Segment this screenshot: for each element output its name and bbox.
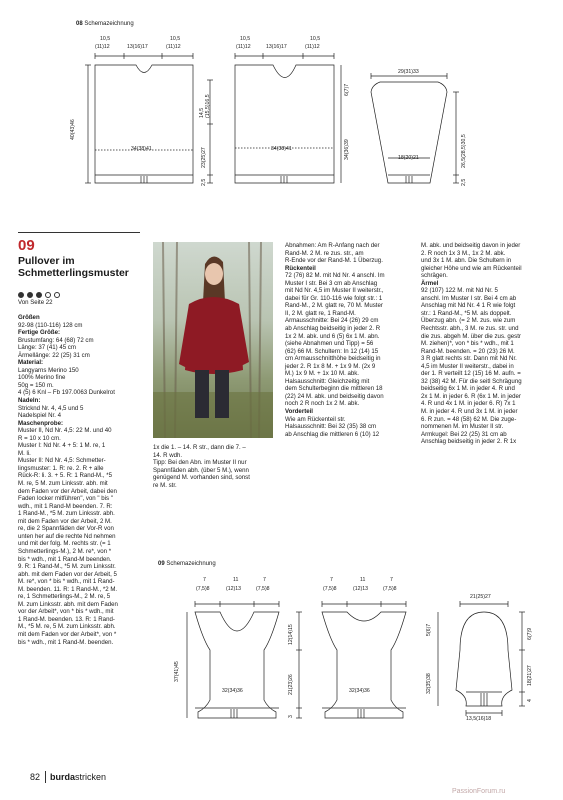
- schema-08-sleeve-side: 26,5(28,5)30,5: [461, 134, 467, 168]
- schema-09-sleeve-neck: 5(6)7: [426, 623, 432, 636]
- col3-line: M.) 1x 9 M. + 1x 10 M. abk.: [285, 370, 359, 378]
- col4-line: anschl. Im Muster I str. Bei 4 cm ab: [421, 294, 517, 302]
- schema-09-front-width: 32(34)36: [222, 688, 243, 694]
- schema-08-back-armhole: 14,5 (15,5)16,5: [199, 94, 211, 118]
- brand-light: stricken: [75, 772, 107, 782]
- column-1-line: 9. R: 1 Rand-M., *5 M. zum Linksstr.: [18, 563, 116, 571]
- schema-09-front-s1: (7,5)8: [196, 586, 210, 592]
- column-1-line: 100% Merino fine: [18, 374, 66, 382]
- column-1-line: R = 10 x 10 cm.: [18, 434, 61, 442]
- col2-line: re M. str.: [153, 481, 177, 489]
- col3-line: 72 (76) 82 M. mit Nd Nr. 4 anschl. Im: [285, 272, 385, 280]
- col4-line: 92 (107) 122 M. mit Nd Nr. 5: [421, 287, 498, 295]
- col4-line: 32 (38) 42 M. Für die seitl Schrägung: [421, 377, 522, 385]
- col4-line: gleicher Höhe und wie am Rückenteil: [421, 264, 522, 272]
- column-1-line: M. re, 5 M. zum Linksstr. abh. mit: [18, 480, 108, 488]
- column-1-line: 1 Rand-M., *5 M. zum Linksstr. abh.: [18, 510, 115, 518]
- col3-line: (62) 66 M. Schultern: In 12 (14) 15: [285, 347, 379, 355]
- column-1-heading: Nadeln:: [18, 397, 41, 405]
- schema-08-front-width: 34(38)41: [131, 146, 152, 152]
- col4-line: M. in jeder 4. R und 3x 1 M. in jeder: [421, 408, 518, 416]
- pattern-title-line1: Pullover im: [18, 255, 75, 267]
- schema-08-back-width: 34(38)41: [271, 146, 292, 152]
- column-1-line: Ärmellänge: 22 (25) 31 cm: [18, 351, 90, 359]
- schema-09-sleeve-top: 21(25)27: [470, 594, 491, 600]
- col4-line: der 1. R verteilt 12 (15) 16 M. aufn. =: [421, 370, 521, 378]
- column-1-line: wdh., mit 1 Rand-M beenden. 7. R:: [18, 502, 113, 510]
- schema-09-back-width: 32(34)36: [349, 688, 370, 694]
- schema-09-label: Schemazeichnung: [166, 561, 216, 567]
- col2-line: Tipp: Bei den Abn. im Muster II nur: [153, 459, 247, 467]
- column-1-line: 4 (5) 6 Knl – Fb 197.0063 Dunkelrot: [18, 389, 115, 397]
- column-1-line: M. zum Linksstr. abh. mit dem Faden: [18, 600, 118, 608]
- schema-08-sleeve-height: 34(36)39: [344, 139, 350, 160]
- schema-08-front-top-a: 10,5: [100, 36, 111, 42]
- schema-08-sleeve-top: 29(31)33: [398, 69, 419, 75]
- col3-line: 1x 2 M. abk. und 6 (5) 6x 1 M. abn.: [285, 332, 380, 340]
- schema-08-sleeve-neck: 6(7)7: [344, 83, 350, 96]
- col2-line: Spannfäden abh. (über 5 M.), wenn: [153, 466, 249, 474]
- col3-line: Abnahmen: Am R-Anfang nach der: [285, 242, 380, 249]
- schema-08-label: Schemazeichnung: [84, 21, 134, 27]
- column-1-heading: Material:: [18, 359, 44, 367]
- col4-line: 4. R und 4x 1 M. in jeder 6. R) 7x 1: [421, 400, 516, 408]
- watermark: PassionForum.ru: [452, 788, 506, 795]
- schema-09-sleeve-rib: 4: [527, 699, 533, 702]
- col4-line: Rand-M. beenden. = 20 (23) 26 M.: [421, 347, 515, 355]
- schema-09-front-height: 37(41)45: [174, 661, 180, 682]
- column-1-line: M. li.: [18, 449, 31, 457]
- column-1-line: lingsmuster: 1. R: re. 2. R + alle: [18, 464, 104, 472]
- column-1-line: bis * wdh., mit 1 Rand-M beenden.: [18, 555, 112, 563]
- col3-line: Wie am Rückenteil str.: [285, 415, 346, 423]
- column-1-line: Brustumfang: 64 (68) 72 cm: [18, 336, 94, 344]
- col4-line: Anschlag beidseitig in jeder 2. R 1x: [421, 438, 517, 446]
- schema-09-front-t2: 11: [233, 577, 239, 583]
- column-1-line: Muster II, Nd Nr. 4,5: 22 M. und 40: [18, 427, 112, 435]
- schema-08-back-top-b-sizes: (11)12: [305, 44, 320, 50]
- schema-08-front-height: 40(43)46: [70, 119, 76, 140]
- schema-09-back-armhole: 12(14)15: [288, 624, 294, 645]
- pattern-number: 09: [18, 237, 35, 254]
- column-1-line: M. re*, von * bis * wdh., mit 1 Rand-: [18, 578, 115, 586]
- col3-line: mit Nd Nr. 4,5 im Muster II weiterstr.,: [285, 287, 384, 295]
- schema-09-back-body: 21(23)26: [288, 674, 294, 695]
- schema-09-front-s3: (7,5)8: [256, 586, 270, 592]
- col4-line: nommenen M. im Muster II str.: [421, 423, 504, 431]
- schema-09-front-t1: 7: [203, 577, 206, 583]
- column-1-line: 92-98 (110-116) 128 cm: [18, 321, 83, 329]
- schema-08-back-top-mid: 13(16)17: [266, 44, 287, 50]
- schema-09-front-s2: (12)13: [226, 586, 241, 592]
- col3-line: cm Armausschnitthöhe beidseitig in: [285, 355, 381, 363]
- col3-line: II, 2 M. glatt re, 1 Rand-M.: [285, 309, 356, 317]
- col4-line: 2. R noch 1x 3 M., 1x 2 M. abk.: [421, 249, 506, 257]
- schema-09-sleeve-width: 13,5(16)18: [466, 716, 492, 722]
- col2-line: 1x die 1. – 14. R str., dann die 7. –: [153, 444, 246, 451]
- col3-line: ab Anschlag beidseitig in jeder 2. R: [285, 325, 381, 333]
- schema-08-back-rib: 2,5: [201, 178, 207, 186]
- col4-line: 4,5 im Muster II weiterstr., dabei in: [421, 362, 514, 370]
- column-1-line: Faden locker mitführen", von " bis ": [18, 495, 113, 503]
- schema-08-number: 08: [76, 21, 83, 27]
- schema-09-back-s3: (7,5)8: [383, 586, 397, 592]
- footer-divider: [45, 771, 46, 783]
- brand-bold: burda: [50, 772, 76, 782]
- column-1-line: Schmetterlings-M.), 2 M. re*, von *: [18, 547, 112, 555]
- column-1-heading: Fertige Größe:: [18, 329, 60, 337]
- schema-08-sleeve-width: 18(20)21: [398, 155, 419, 161]
- col3-line: noch 2 R noch 1x 2 M. abk.: [285, 400, 360, 408]
- col3-line: Rand-M. 2 M. re zus. str., am: [285, 249, 364, 257]
- pattern-title-line2: Schmetterlingsmuster: [18, 267, 129, 279]
- schema-09-number: 09: [158, 561, 165, 567]
- col3-line: Halsausschnitt: Gleichzeitig mit: [285, 377, 370, 385]
- column-1-line: unten her auf die rechte Nd nehmen: [18, 532, 116, 540]
- col4-line: 3 R glatt rechts str. Dann mit Nd Nr.: [421, 355, 517, 363]
- column-1-line: mit dem Faden vor der Arbeit*, von *: [18, 630, 117, 638]
- col3-line: Rand-M., 2 M. glatt re, 70 M. Muster: [285, 302, 383, 310]
- col3-line: R-Ende vor der Rand-M. 1 Überzug.: [285, 257, 383, 265]
- col4-line: 2x 1 M. in jeder 6. R (6x 1 M. in jeder: [421, 392, 521, 400]
- schema-09-back-s2: (12)13: [353, 586, 368, 592]
- col3-line: Armausschnitte: Bei 24 (26) 29 cm: [285, 317, 379, 325]
- col4-line: und 3x 1 M. abn. Die Schultern in: [421, 257, 512, 265]
- col4-line: str.: 1 Rand-M., *5 M. als doppelt.: [421, 309, 512, 317]
- column-1-line: dem Faden vor der Arbeit, dabei den: [18, 487, 117, 495]
- col3-line: ab Anschlag die mittleren 6 (10) 12: [285, 430, 380, 438]
- schema-08-front-top-mid: 13(16)17: [127, 44, 148, 50]
- col4-line: 6. R zun. = 48 (58) 62 M. Die zuge-: [421, 415, 517, 423]
- column-1-line: 50g = 150 m.: [18, 381, 54, 389]
- col4-line: schrägen.: [421, 272, 448, 280]
- column-1-line: Muster I: Nd Nr. 4 + 5: 1 M. re, 1: [18, 442, 106, 450]
- column-1-line: Länge: 37 (41) 45 cm: [18, 344, 76, 352]
- schema-08-back-top-a-sizes: (11)12: [236, 44, 251, 50]
- column-1-heading: Maschenprobe:: [18, 419, 64, 427]
- column-1-line: Muster II: Nd Nr. 4,5: Schmetter-: [18, 457, 106, 465]
- column-1-line: 1 Rand-M. beenden. 13. R: 1 Rand-: [18, 615, 115, 623]
- column-1-line: M. beenden. 11. R: 1 Rand-M., *2 M.: [18, 585, 118, 593]
- col2-line: genügend M. vorhanden sind, sonst: [153, 474, 250, 482]
- schema-08-back-body: 23(25)27: [201, 147, 207, 168]
- col3-line: dem Schulterbeginn die mittleren 18: [285, 385, 383, 393]
- col3-line: (siehe Abnahmen und Tipp) = 56: [285, 340, 374, 348]
- schema-09-sleeve-rib2: 6(7)9: [527, 627, 533, 640]
- col4-line: Anschlag mit Nd Nr. 4 1 R wie folgt: [421, 302, 516, 310]
- schema-09-back-rib: 3: [288, 715, 294, 718]
- column-1-line: Stricknd Nr. 4, 4,5 und 5: [18, 404, 84, 412]
- column-1-line: bis * wdh., mit 1 Rand-M. beenden.: [18, 638, 114, 646]
- schema-09-sleeve-side: 18(21)27: [527, 665, 533, 686]
- col3-line: Halsausschnitt: Bei 32 (35) 38 cm: [285, 423, 377, 431]
- col2-line: 14. R wdh.: [153, 451, 183, 459]
- brand-logo: [50, 772, 106, 782]
- schema-08-back-top-a: 10,5: [240, 36, 251, 42]
- schema-08-front-top-a-sizes: (11)12: [95, 44, 110, 50]
- schema-08-front-top-b: 10,5: [170, 36, 181, 42]
- column-1-line: und mit der folg. M. rechts str. (= 1: [18, 540, 111, 548]
- column-1-line: Langyarns Merino 150: [18, 366, 79, 374]
- col3-line: dabei für Gr. 110-116 wie folgt str.: 1: [285, 294, 383, 302]
- schema-09-sleeve-height: 32(35)38: [426, 673, 432, 694]
- page-number: 82: [30, 772, 41, 782]
- col4-line: M. ziehen)*, von * bis * wdh., mit 1: [421, 340, 514, 348]
- col3-line: Muster I str. Bei 3 cm ab Anschlag: [285, 279, 378, 287]
- col3-line: Rückenteil: [285, 264, 316, 272]
- column-1-line: vor der Arbeit*, von * bis * wdh., mit: [18, 608, 114, 616]
- schema-09-back-t3: 7: [390, 577, 393, 583]
- schema-09-back-s1: (7,5)8: [323, 586, 337, 592]
- column-1-line: Nadelspiel Nr. 4: [18, 412, 62, 420]
- schema-09-back-t2: 11: [360, 577, 366, 583]
- column-1-line: re, 1 Schmetterlings-M., 2 M. re, 5: [18, 593, 111, 601]
- col4-line: beidseitig 6x 1 M. in jeder 4. R und: [421, 385, 515, 393]
- pattern-author: Von Seite 22: [18, 299, 53, 306]
- column-1-heading: Größen: [18, 314, 40, 321]
- col3-line: Vorderteil: [285, 408, 313, 416]
- schema-09-front-t3: 7: [263, 577, 266, 583]
- col4-line: Rechtsstr. abh., 3 M. re zus. str. und: [421, 325, 519, 333]
- column-1-line: mit dem Faden vor der Arbeit, 2 M.: [18, 517, 112, 525]
- col4-line: M. abk. und beidseitig davon in jeder: [421, 242, 521, 249]
- schema-08-sleeve-rib: 2,5: [461, 178, 467, 186]
- column-1-line: abh. mit dem Faden vor der Arbeit, 5: [18, 570, 117, 578]
- column-1-line: Rück-R: li. 3. + 5. R: 1 Rand-M., *5: [18, 472, 112, 480]
- col4-line: Überzug abn. (= 2 M. zus. wie zum: [421, 317, 516, 325]
- col4-line: Ärmel: [421, 279, 439, 287]
- column-1-line: re, die 2 Spannfäden der Vor-R von: [18, 525, 114, 533]
- col3-line: jeder 2. R 1x 8 M. + 1x 9 M. (2x 9: [285, 362, 376, 370]
- schema-08-back-top-b: 10,5: [310, 36, 321, 42]
- col4-line: Armkugel: Bei 22 (25) 31 cm ab: [421, 430, 507, 438]
- column-1-line: M., *5 M. re, 5 M. zum Linksstr. abh.: [18, 623, 116, 631]
- schema-08-front-top-b-sizes: (11)12: [166, 44, 181, 50]
- schema-09-back-t1: 7: [330, 577, 333, 583]
- col4-line: die zus. abgeh M. über die zus. gestr: [421, 332, 521, 340]
- col3-line: (22) 24 M. abk. und beidseitig davon: [285, 392, 384, 400]
